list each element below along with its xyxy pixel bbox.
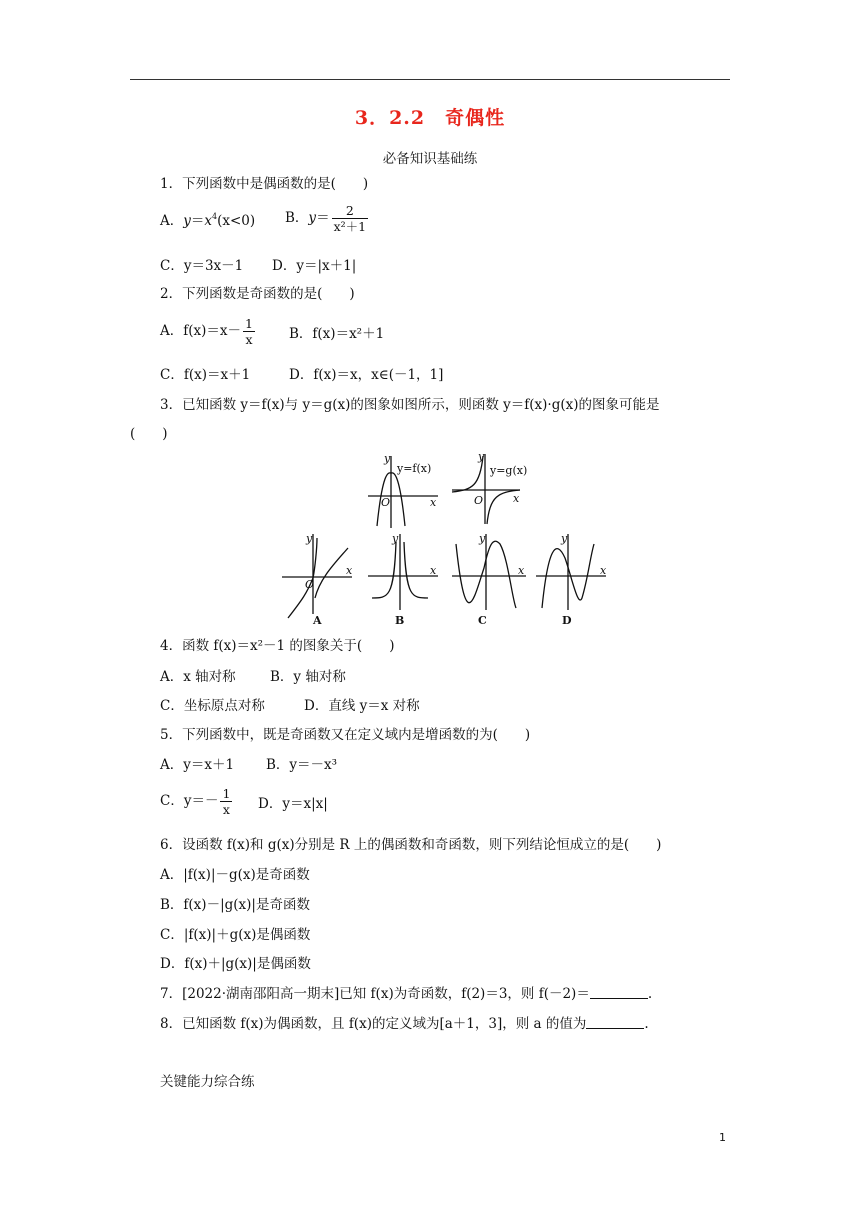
q1-option-c: C．y＝3x－1 <box>160 258 244 274</box>
option-b-curve <box>372 542 396 598</box>
option-c-label: C <box>478 614 487 626</box>
g-label: y=g(x) <box>490 464 528 477</box>
svg-text:x: x <box>430 496 437 509</box>
svg-text:y: y <box>306 532 313 545</box>
page-number: 1 <box>719 1131 726 1144</box>
q3-paren: ( ) <box>130 426 168 442</box>
q5-option-a: A．y＝x＋1 <box>160 757 235 773</box>
q5-stem: 5．下列函数中，既是奇函数又在定义域内是增函数的为( ) <box>160 727 531 743</box>
option-b-label: B <box>395 614 405 626</box>
q4-option-c: C．坐标原点对称 <box>160 698 265 714</box>
q2-option-c: C．f(x)＝x＋1 <box>160 367 251 383</box>
f-label: y=f(x) <box>397 462 432 475</box>
svg-text:y: y <box>478 450 485 463</box>
q5-option-b: B．y＝－x³ <box>266 757 338 773</box>
q4-stem: 4．函数 f(x)＝x²－1 的图象关于( ) <box>160 638 395 654</box>
svg-text:x: x <box>513 492 520 505</box>
q4-option-b: B．y 轴对称 <box>270 669 346 685</box>
svg-text:x: x <box>600 564 607 577</box>
q3-stem: 3．已知函数 y＝f(x)与 y＝g(x)的图象如图所示，则函数 y＝f(x)·g(x)的图象可能是 <box>160 397 660 413</box>
section2-heading: 关键能力综合练 <box>160 1074 255 1090</box>
q6-option-a: A．|f(x)|－g(x)是奇函数 <box>160 867 310 883</box>
svg-text:y: y <box>561 532 568 545</box>
header-rule <box>130 79 730 80</box>
q8-answer-blank[interactable] <box>586 1016 644 1029</box>
q4-option-d: D．直线 y＝x 对称 <box>304 698 420 714</box>
q8-line: 8．已知函数 f(x)为偶函数，且 f(x)的定义域为[a＋1，3]，则 a 的值为 . <box>160 1016 649 1032</box>
q5-option-d: D．y＝x|x| <box>258 796 328 812</box>
q6-option-c: C．|f(x)|＋g(x)是偶函数 <box>160 927 311 943</box>
option-a-label: A <box>313 614 322 626</box>
svg-text:O: O <box>305 578 315 591</box>
svg-text:O: O <box>474 494 484 507</box>
svg-text:x: x <box>346 564 353 577</box>
q5-option-c: C．y＝－ $\frac{1}{x}$ <box>160 786 231 817</box>
section-heading: 必备知识基础练 <box>382 151 478 167</box>
q1-option-a: A．$y=x^4(x<0)$ <box>160 212 256 229</box>
q7-answer-blank[interactable] <box>590 986 648 999</box>
page-title: 3．2.2 奇偶性 <box>354 107 506 129</box>
svg-text:y: y <box>479 532 486 545</box>
q6-option-b: B．f(x)－|g(x)|是奇函数 <box>160 897 310 913</box>
svg-text:x: x <box>430 564 437 577</box>
option-d-label: D <box>562 614 572 626</box>
q2-option-a: A．f(x)＝x－ $\frac{1}{x}$ <box>160 316 253 347</box>
svg-text:x: x <box>518 564 525 577</box>
svg-text:y: y <box>392 532 399 545</box>
svg-text:y: y <box>384 452 391 465</box>
q3-figure <box>280 448 610 626</box>
q1-option-b: B．y＝ $\frac{2}{\text{x²＋1}}$ <box>285 203 367 234</box>
q2-option-b: B．f(x)＝x²＋1 <box>289 326 385 342</box>
q6-stem: 6．设函数 f(x)和 g(x)分别是 R 上的偶函数和奇函数，则下列结论恒成立的是( ) <box>160 837 662 853</box>
q4-option-a: A．x 轴对称 <box>160 669 236 685</box>
q6-option-d: D．f(x)＋|g(x)|是偶函数 <box>160 956 311 972</box>
svg-text:O: O <box>381 496 391 509</box>
q7-line: 7．[2022·湖南邵阳高一期末]已知 f(x)为奇函数，f(2)＝3，则 f(－2)＝ . <box>160 986 653 1002</box>
q2-option-d: D．f(x)＝x，x∈(－1，1] <box>289 367 444 383</box>
q1-stem: 1．下列函数中是偶函数的是( ) <box>160 176 369 192</box>
q2-stem: 2．下列函数是奇函数的是( ) <box>160 286 355 302</box>
q1-option-d: D．y＝|x＋1| <box>272 258 357 274</box>
